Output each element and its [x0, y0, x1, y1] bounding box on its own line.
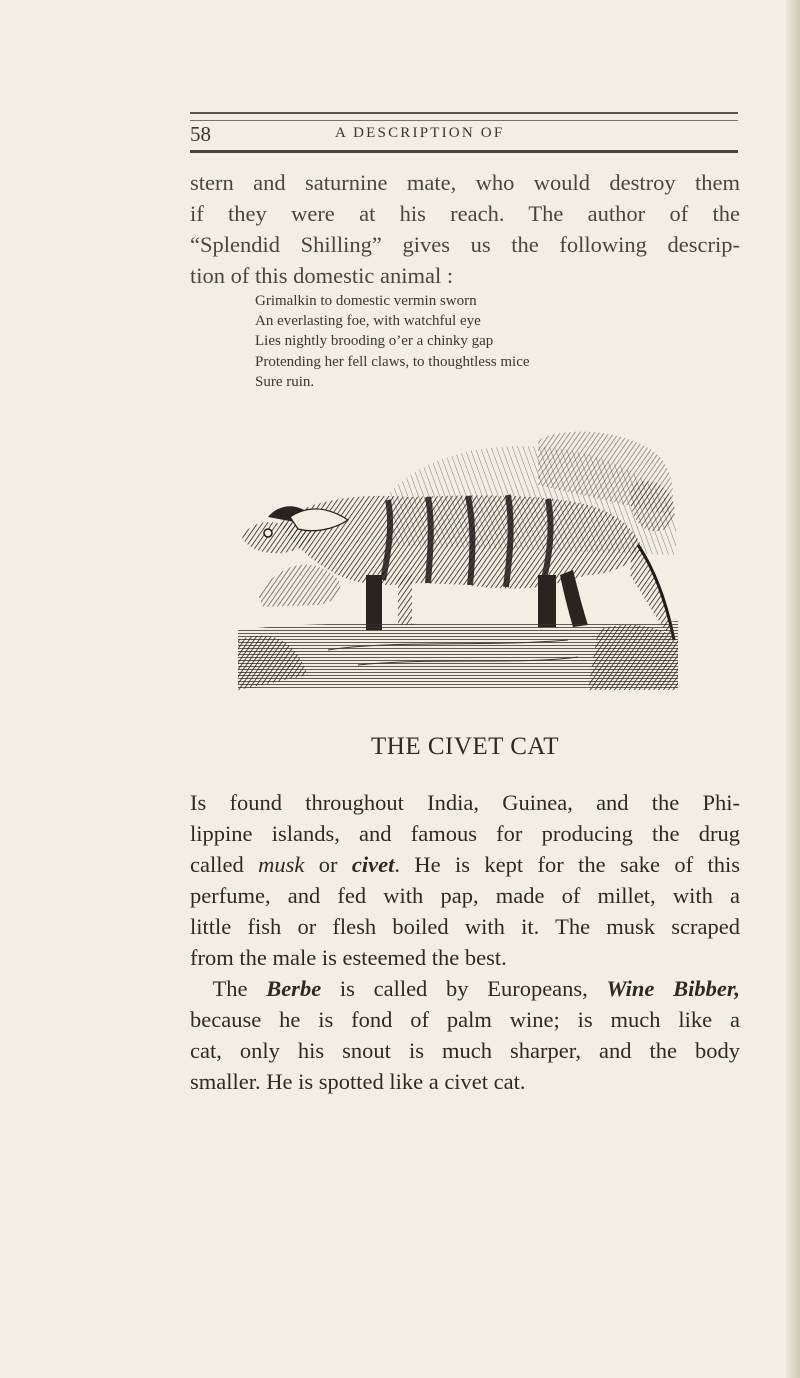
- main-line-3: [190, 849, 740, 880]
- main-line-6: from the male is esteemed the best.: [190, 945, 507, 970]
- intro-line-1: stern and saturnine mate, who would destroy them: [190, 170, 740, 195]
- main-line-7: [190, 973, 740, 1004]
- text-fragment: is called by Europeans,: [321, 976, 607, 1001]
- italic-term-wine-bibber: Wine Bibber,: [606, 976, 741, 1001]
- intro-line-2: if they were at his reach. The author of the: [190, 201, 740, 226]
- italic-term-berbe: Berbe: [266, 976, 322, 1001]
- text-fragment: . He is kept for the sake of this: [394, 852, 740, 877]
- intro-paragraph: [190, 167, 740, 291]
- main-line-4: perfume, and fed with pap, made of millet, with a: [190, 883, 740, 908]
- main-line-1: Is found throughout India, Guinea, and the Phi-: [190, 790, 740, 815]
- header-rule-top: [190, 112, 738, 114]
- main-line-2: lippine islands, and famous for producing the drug: [190, 821, 740, 846]
- verse-quotation: [255, 291, 655, 392]
- verse-line-3: Lies nightly brooding o’er a chinky gap: [255, 333, 494, 350]
- page-number: 58: [190, 122, 211, 146]
- civet-cat-woodcut: [238, 425, 678, 690]
- main-line-9: cat, only his snout is much sharper, and the body: [190, 1038, 740, 1063]
- main-line-5: little fish or flesh boiled with it. The musk scraped: [190, 914, 740, 939]
- main-line-10: smaller. He is spotted like a civet cat.: [190, 1069, 526, 1094]
- main-line-8: because he is fond of palm wine; is much like a: [190, 1007, 740, 1032]
- italic-term-civet: civet: [351, 852, 395, 877]
- intro-line-4: tion of this domestic animal :: [190, 263, 454, 288]
- running-head-title: A DESCRIPTION OF: [335, 125, 505, 141]
- illustration-caption: THE CIVET CAT: [371, 733, 559, 760]
- text-fragment: The: [212, 976, 267, 1001]
- intro-line-3: “Splendid Shilling” gives us the following descrip-: [190, 232, 740, 257]
- main-paragraph: [190, 787, 740, 1097]
- page-edge: [786, 0, 800, 1378]
- verse-line-1: Grimalkin to domestic vermin sworn: [255, 293, 477, 309]
- verse-line-4: Protending her fell claws, to thoughtless mice: [255, 353, 530, 370]
- verse-line-5: Sure ruin.: [255, 373, 315, 390]
- verse-line-2: An everlasting foe, with watchful eye: [255, 313, 481, 330]
- text-fragment: or: [304, 852, 352, 877]
- running-head: [190, 122, 738, 148]
- header-rule-thin: [190, 120, 738, 121]
- text-fragment: called: [190, 852, 259, 877]
- italic-term-musk: musk: [258, 852, 305, 877]
- header-rule-bottom: [190, 150, 738, 153]
